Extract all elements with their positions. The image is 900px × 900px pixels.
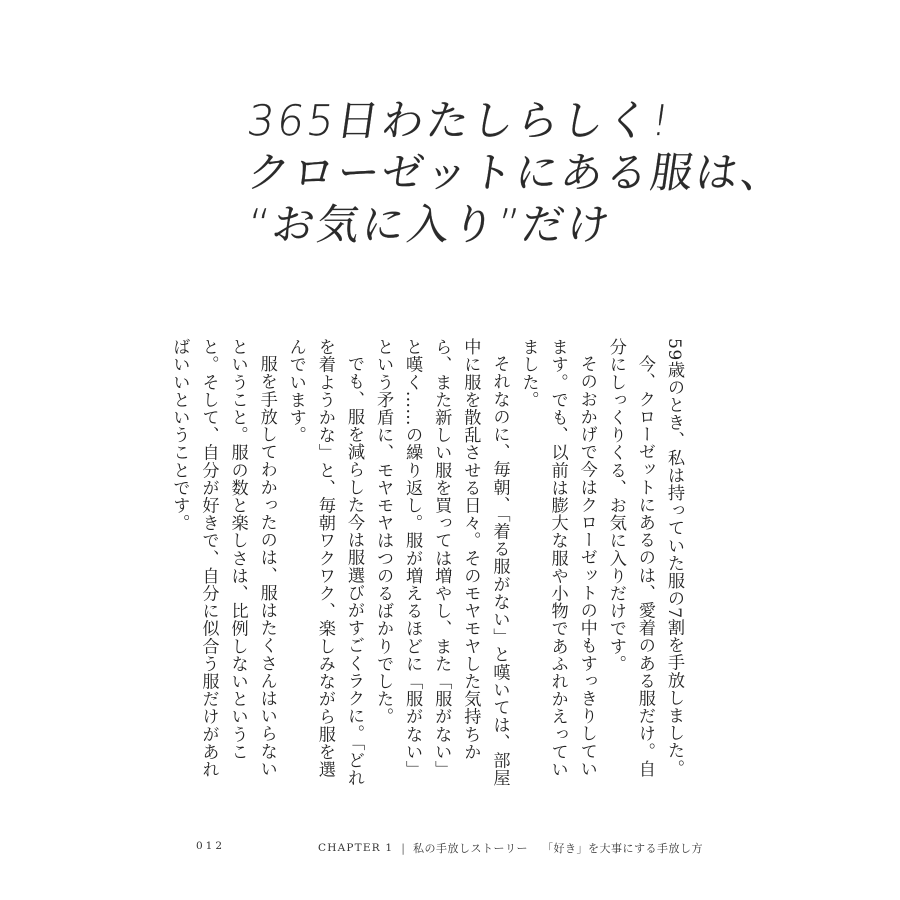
page-footer (0, 840, 900, 860)
body-paragraph: 59歳のとき、私は持っていた服の7割を手放しました。 (664, 338, 684, 777)
body-paragraph: でも、服を減らした今は服選びがすごくラクに。「どれを着ようかな」と、毎朝ワクワク、楽しみながら服を選んでいます。 (285, 338, 364, 787)
body-paragraph: それなのに、毎朝、「着る服がない」と嘆いては、部屋中に服を散乱させる日々。そのモヤモヤした気持ちから、また新しい服を買っては増やし、また「服がない」と嘆く……の繰り返し。服が増えるほどに「服がない」という矛盾に、モヤモヤはつのるばかりでした。 (373, 338, 510, 787)
chapter-subtitle: 「好き」を大事にする手放し方 (542, 842, 703, 855)
page-number: 012 (196, 840, 226, 852)
chapter-title: 私の手放しストーリー (413, 842, 528, 855)
body-paragraph: 今、クローゼットにあるのは、愛着のある服だけ。自分にしっくりくる、お気に入りだけです。 (605, 338, 655, 778)
body-paragraph: 服を手放してわかったのは、服はたくさんはいらないということ。服の数と楽しさは、比例しないということ。そして、自分が好きで、自分に似合う服だけがあればいいということです。 (169, 338, 277, 778)
title-line-2: クローゼットにある服は、 (244, 148, 790, 197)
title-line-3: “お気に入り”だけ (244, 200, 616, 249)
vertical-body-text (164, 338, 688, 793)
chapter-label: CHAPTER 1 (318, 842, 394, 854)
running-head-separator: | (401, 841, 405, 855)
body-paragraph: そのおかげで今はクローゼットの中もすっきりしています。でも、以前は膨大な服や小物であふれかえっていました。 (518, 338, 597, 778)
handwritten-title (244, 88, 790, 249)
running-head (318, 840, 703, 856)
title-line-1: 365日わたしらしく! (244, 96, 676, 145)
